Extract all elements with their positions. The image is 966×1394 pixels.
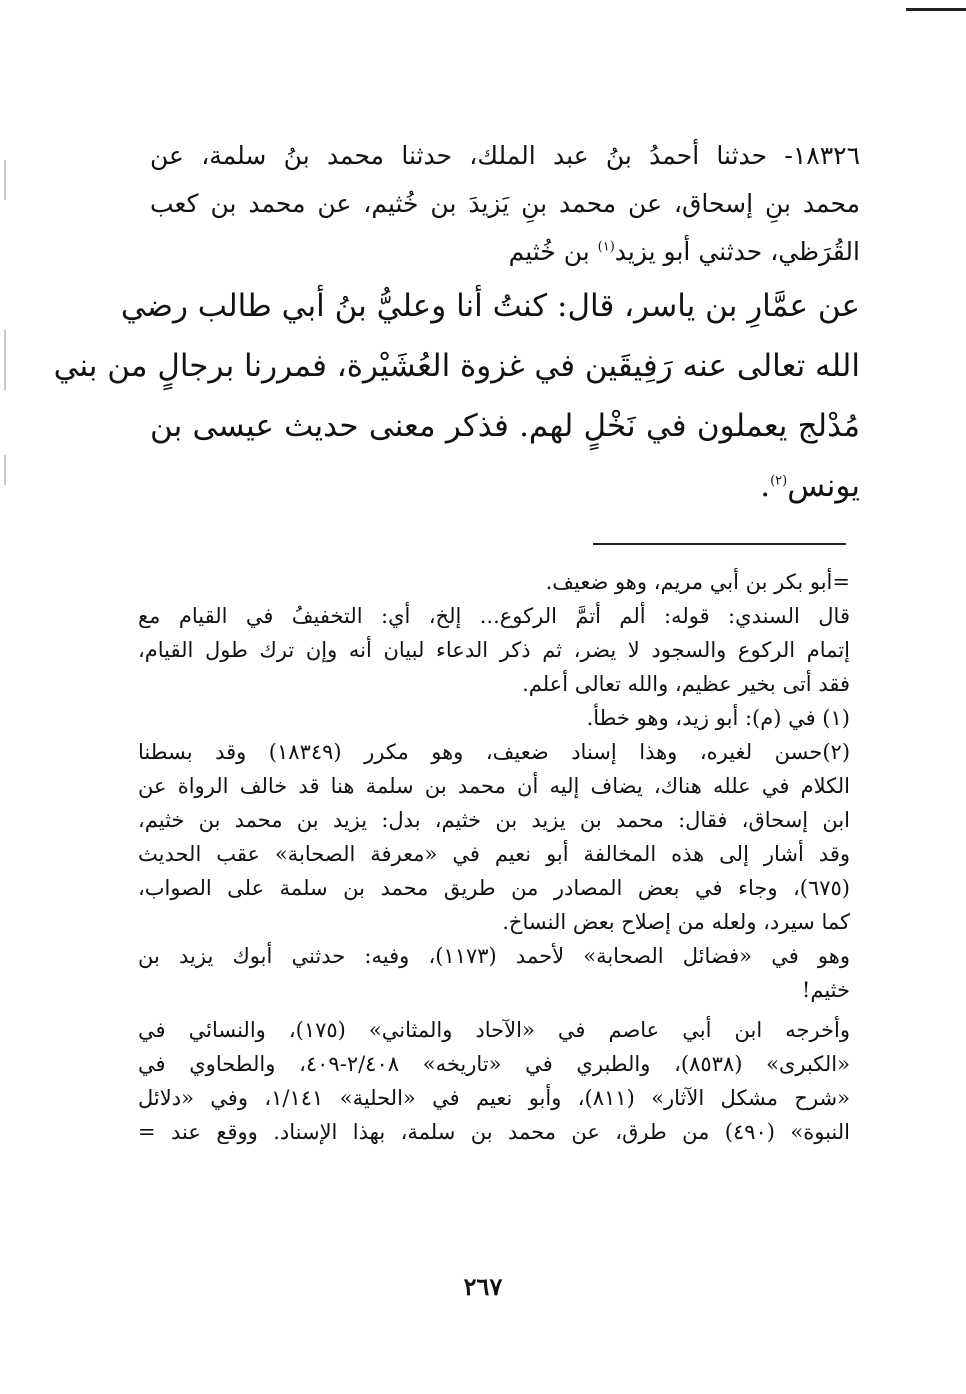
footnote-line: (٦٧٥)، وجاء في بعض المصادر من طريق محمد بن سلمة على الصواب، [138, 876, 850, 900]
scan-edge-mark [4, 330, 6, 390]
hadith-line [150, 228, 860, 276]
footnote-line: وهو في «فضائل الصحابة» لأحمد (١١٧٣)، وفيه: حدثني أبوك يزيد بن [138, 944, 850, 968]
footnote-line: «شرح مشكل الآثار» (٨١١)، وأبو نعيم في «الحلية» ١/١٤١، وفي «دلائل [138, 1086, 850, 1110]
footnote-line: فقد أتى بخير عظيم، والله تعالى أعلم. [522, 672, 850, 696]
hadith-line: عن عمَّارِ بن ياسر، قال: كنتُ أنا وعليُّ بنُ أبي طالب رضي [120, 288, 860, 324]
footnote-line: (١) في (م): أبو زيد، وهو خطأ. [586, 706, 850, 730]
scan-edge-mark [4, 455, 6, 485]
hadith-main-text [53, 132, 860, 516]
footnote-line: إتمام الركوع والسجود لا يضر، ثم ذكر الدعاء لبيان أنه وإن ترك طول القيام، [138, 638, 850, 662]
footnote-line: الكلام في علله هناك، يضاف إليه أن محمد بن سلمة هنا قد خالف الرواة عن [138, 774, 850, 798]
footnote-line: وقد أشار إلى هذه المخالفة أبو نعيم في «معرفة الصحابة» عقب الحديث [138, 842, 850, 866]
footnote-line: =أبو بكر بن أبي مريم، وهو ضعيف. [545, 570, 850, 594]
footnote-line: وأخرجه ابن أبي عاصم في «الآحاد والمثاني» (١٧٥)، والنسائي في [138, 1018, 851, 1042]
corner-rule [906, 8, 966, 11]
hadith-text: القُرَظي، حدثني أبو يزيد [614, 237, 860, 266]
hadith-text: بن خُثيم [508, 237, 598, 266]
footnote-line: النبوة» (٤٩٠) من طرق، عن محمد بن سلمة، بهذا الإسناد. ووقع عند = [138, 1120, 850, 1144]
footnote-line: خثيم! [801, 978, 850, 1002]
footnote-divider [593, 543, 846, 545]
hadith-line: ١٨٣٢٦- حدثنا أحمدُ بنُ عبد الملك، حدثنا محمد بنُ سلمة، عن [150, 141, 860, 170]
page-number: ٢٦٧ [463, 1272, 503, 1301]
footnote-ref-1: (١) [597, 239, 615, 255]
footnote-line: (٢)حسن لغيره، وهذا إسناد ضعيف، وهو مكرر (١٨٣٤٩) وقد بسطنا [138, 740, 851, 764]
hadith-line [150, 456, 860, 516]
footnotes-section [138, 565, 850, 1149]
footnote-ref-2: (٢) [770, 473, 788, 489]
hadith-line: مُدْلج يعملون في نَخْلٍ لهم. فذكر معنى حديث عيسى بن [150, 408, 860, 444]
hadith-text: يونس [787, 468, 860, 504]
footnote-line: «الكبرى» (٨٥٣٨)، والطبري في «تاريخه» ٢/٤٠٨-٤٠٩، والطحاوي في [138, 1052, 850, 1076]
hadith-line: محمد بنِ إسحاق، عن محمد بنِ يَزيدَ بن خُثيم، عن محمد بن كعب [150, 189, 860, 218]
footnote-line: ابن إسحاق، فقال: محمد بن يزيد بن خثيم، بدل: يزيد بن محمد بن خثيم، [138, 808, 850, 832]
footnote-line: كما سيرد، ولعله من إصلاح بعض النساخ. [502, 910, 850, 934]
hadith-line: الله تعالى عنه رَفِيقَين في غزوة العُشَيْرة، فمررنا برجالٍ من بني [53, 348, 860, 384]
footnote-line: قال السندي: قوله: ألم أتمَّ الركوع... إلخ، أي: التخفيفُ في القيام مع [138, 604, 850, 628]
scan-edge-mark [4, 160, 6, 200]
hadith-text: . [760, 468, 771, 504]
